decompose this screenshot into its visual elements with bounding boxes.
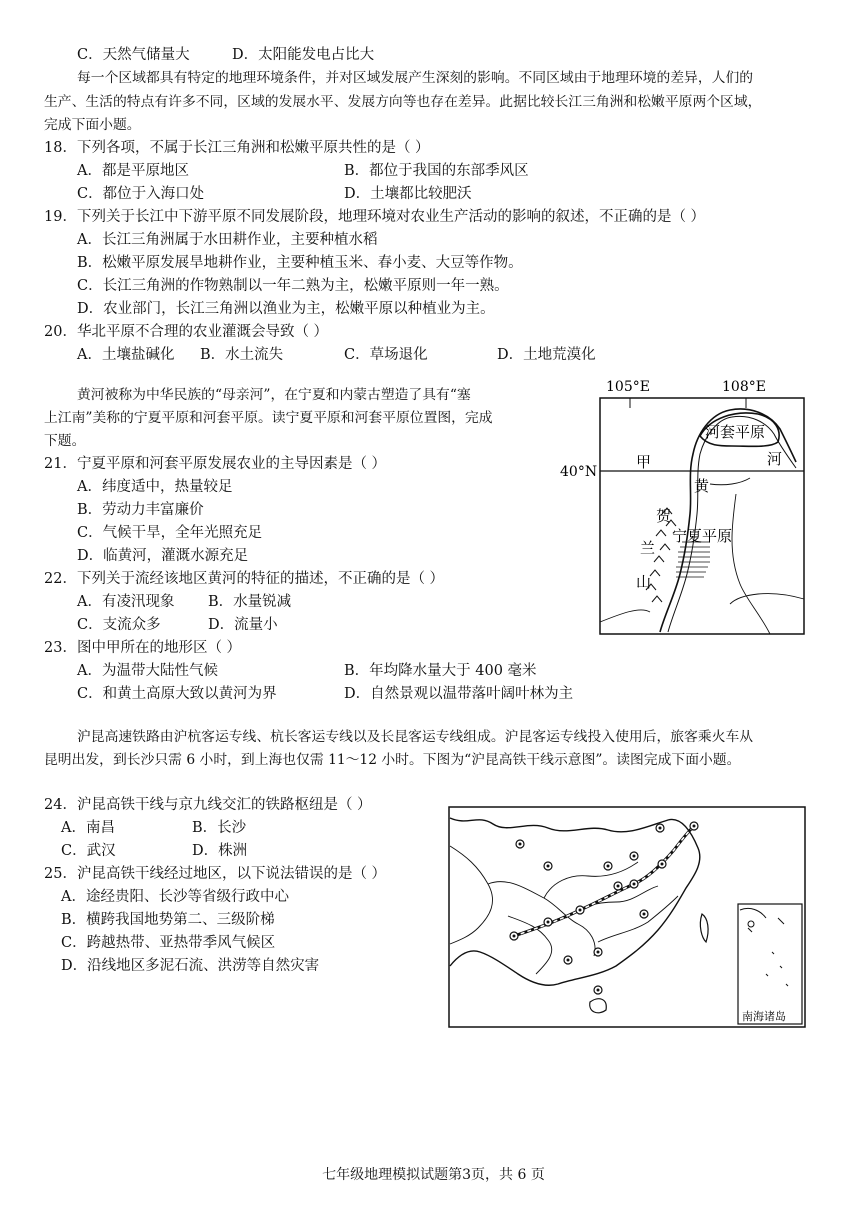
option-d: D．太阳能发电占比大 [232, 47, 375, 63]
jia-label: 甲 [636, 453, 652, 471]
q21-option-b: B．劳动力丰富廉价 [77, 502, 204, 518]
question-22-stem: 22．下列关于流经该地区黄河的特征的描述，不正确的是（ ） [44, 571, 445, 587]
ningxia-plain-label: 宁夏平原 [672, 527, 733, 545]
hukun-railway-map [448, 806, 808, 1030]
intro-paragraph-line: 昆明出发，到长沙只需 6 小时，到上海也仅需 11～12 小时。下图为“沪昆高铁干线示意图”。读图完成下面小题。 [44, 752, 741, 768]
q25-option-b: B．横跨我国地势第二、三级阶梯 [61, 912, 275, 928]
question-20-stem: 20．华北平原不合理的农业灌溉会导致（ ） [44, 324, 329, 340]
q19-option-c: C．长江三角洲的作物熟制以一年二熟为主，松嫩平原则一年一熟。 [77, 278, 509, 294]
q18-option-d: D．土壤都比较肥沃 [344, 186, 472, 202]
helan-label-1: 贺 [656, 507, 672, 525]
south-china-sea-label: 南海诸岛 [742, 1010, 786, 1023]
intro-paragraph-line: 下题。 [44, 433, 86, 449]
intro-paragraph-line: 沪昆高速铁路由沪杭客运专线、杭长客运专线以及长昆客运专线组成。沪昆客运专线投入使用后，旅客乘火车从 [77, 729, 754, 745]
q21-option-c: C．气候干旱，全年光照充足 [77, 525, 263, 541]
huang-label: 黄 [694, 477, 710, 495]
q24-option-b: B．长沙 [192, 820, 247, 836]
question-25-stem: 25．沪昆高铁干线经过地区，以下说法错误的是（ ） [44, 866, 387, 882]
q18-option-a: A．都是平原地区 [77, 163, 189, 179]
q20-option-a: A．土壤盐碱化 [77, 347, 175, 363]
q18-option-b: B．都位于我国的东部季风区 [344, 163, 529, 179]
q19-option-a: A．长江三角洲属于水田耕作业，主要种植水稻 [77, 232, 378, 248]
q23-option-d: D．自然景观以温带落叶阔叶林为主 [344, 686, 574, 702]
question-18-stem: 18．下列各项，不属于长江三角洲和松嫩平原共性的是（ ） [44, 140, 430, 156]
q22-option-c: C．支流众多 [77, 617, 161, 633]
intro-paragraph-line: 每一个区域都具有特定的地理环境条件，并对区域发展产生深刻的影响。不同区域由于地理环境的差异，人们的 [77, 70, 754, 86]
page-footer: 七年级地理模拟试题第3页，共 6 页 [322, 1167, 545, 1183]
q24-option-c: C．武汉 [61, 843, 116, 859]
longitude-108-label: 108°E [722, 379, 766, 395]
q20-option-d: D．土地荒漠化 [497, 347, 596, 363]
q18-option-c: C．都位于入海口处 [77, 186, 205, 202]
q22-option-a: A．有凌汛现象 [77, 594, 175, 610]
q23-option-c: C．和黄土高原大致以黄河为界 [77, 686, 277, 702]
q24-option-a: A．南昌 [61, 820, 115, 836]
q23-option-b: B．年均降水量大于 400 毫米 [344, 663, 537, 679]
q25-option-a: A．途经贵阳、长沙等省级行政中心 [61, 889, 289, 905]
intro-paragraph-line: 黄河被称为中华民族的“母亲河”，在宁夏和内蒙古塑造了具有“塞 [77, 387, 471, 403]
q19-option-d: D．农业部门，长江三角洲以渔业为主，松嫩平原以种植业为主。 [77, 301, 495, 317]
question-21-stem: 21．宁夏平原和河套平原发展农业的主导因素是（ ） [44, 456, 387, 472]
q20-option-b: B．水土流失 [200, 347, 284, 363]
he-label: 河 [767, 450, 783, 468]
q22-option-b: B．水量锐减 [208, 594, 292, 610]
q21-option-a: A．纬度适中，热量较足 [77, 479, 233, 495]
q20-option-c: C．草场退化 [344, 347, 428, 363]
q25-option-c: C．跨越热带、亚热带季风气候区 [61, 935, 276, 951]
q25-option-d: D．沿线地区多泥石流、洪涝等自然灾害 [61, 958, 320, 974]
south-china-sea-inset [738, 904, 802, 1024]
q21-option-d: D．临黄河，灌溉水源充足 [77, 548, 249, 564]
q23-option-a: A．为温带大陆性气候 [77, 663, 218, 679]
intro-paragraph-line: 上江南”美称的宁夏平原和河套平原。读宁夏平原和河套平原位置图，完成 [44, 410, 493, 426]
helan-label-3: 山 [636, 573, 652, 591]
option-c: C．天然气储量大 [77, 47, 190, 63]
intro-paragraph-line: 完成下面小题。 [44, 117, 141, 133]
question-23-stem: 23．图中甲所在的地形区（ ） [44, 640, 242, 656]
q19-option-b: B．松嫩平原发展旱地耕作业，主要种植玉米、春小麦、大豆等作物。 [77, 255, 523, 271]
hetao-plain-label: 河套平原 [705, 423, 766, 441]
intro-paragraph-line: 生产、生活的特点有许多不同，区域的发展水平、发展方向等也存在差异。此据比较长江三角洲和松嫩平原两个区域， [44, 94, 762, 110]
q24-option-d: D．株洲 [192, 843, 248, 859]
helan-label-2: 兰 [640, 539, 656, 557]
longitude-105-label: 105°E [606, 379, 650, 395]
ningxia-hetao-map [560, 374, 820, 640]
question-24-stem: 24．沪昆高铁干线与京九线交汇的铁路枢纽是（ ） [44, 797, 372, 813]
q22-option-d: D．流量小 [208, 617, 278, 633]
question-19-stem: 19．下列关于长江中下游平原不同发展阶段，地理环境对农业生产活动的影响的叙述，不正确的是（ ） [44, 209, 706, 225]
latitude-40-label: 40°N [560, 464, 598, 480]
